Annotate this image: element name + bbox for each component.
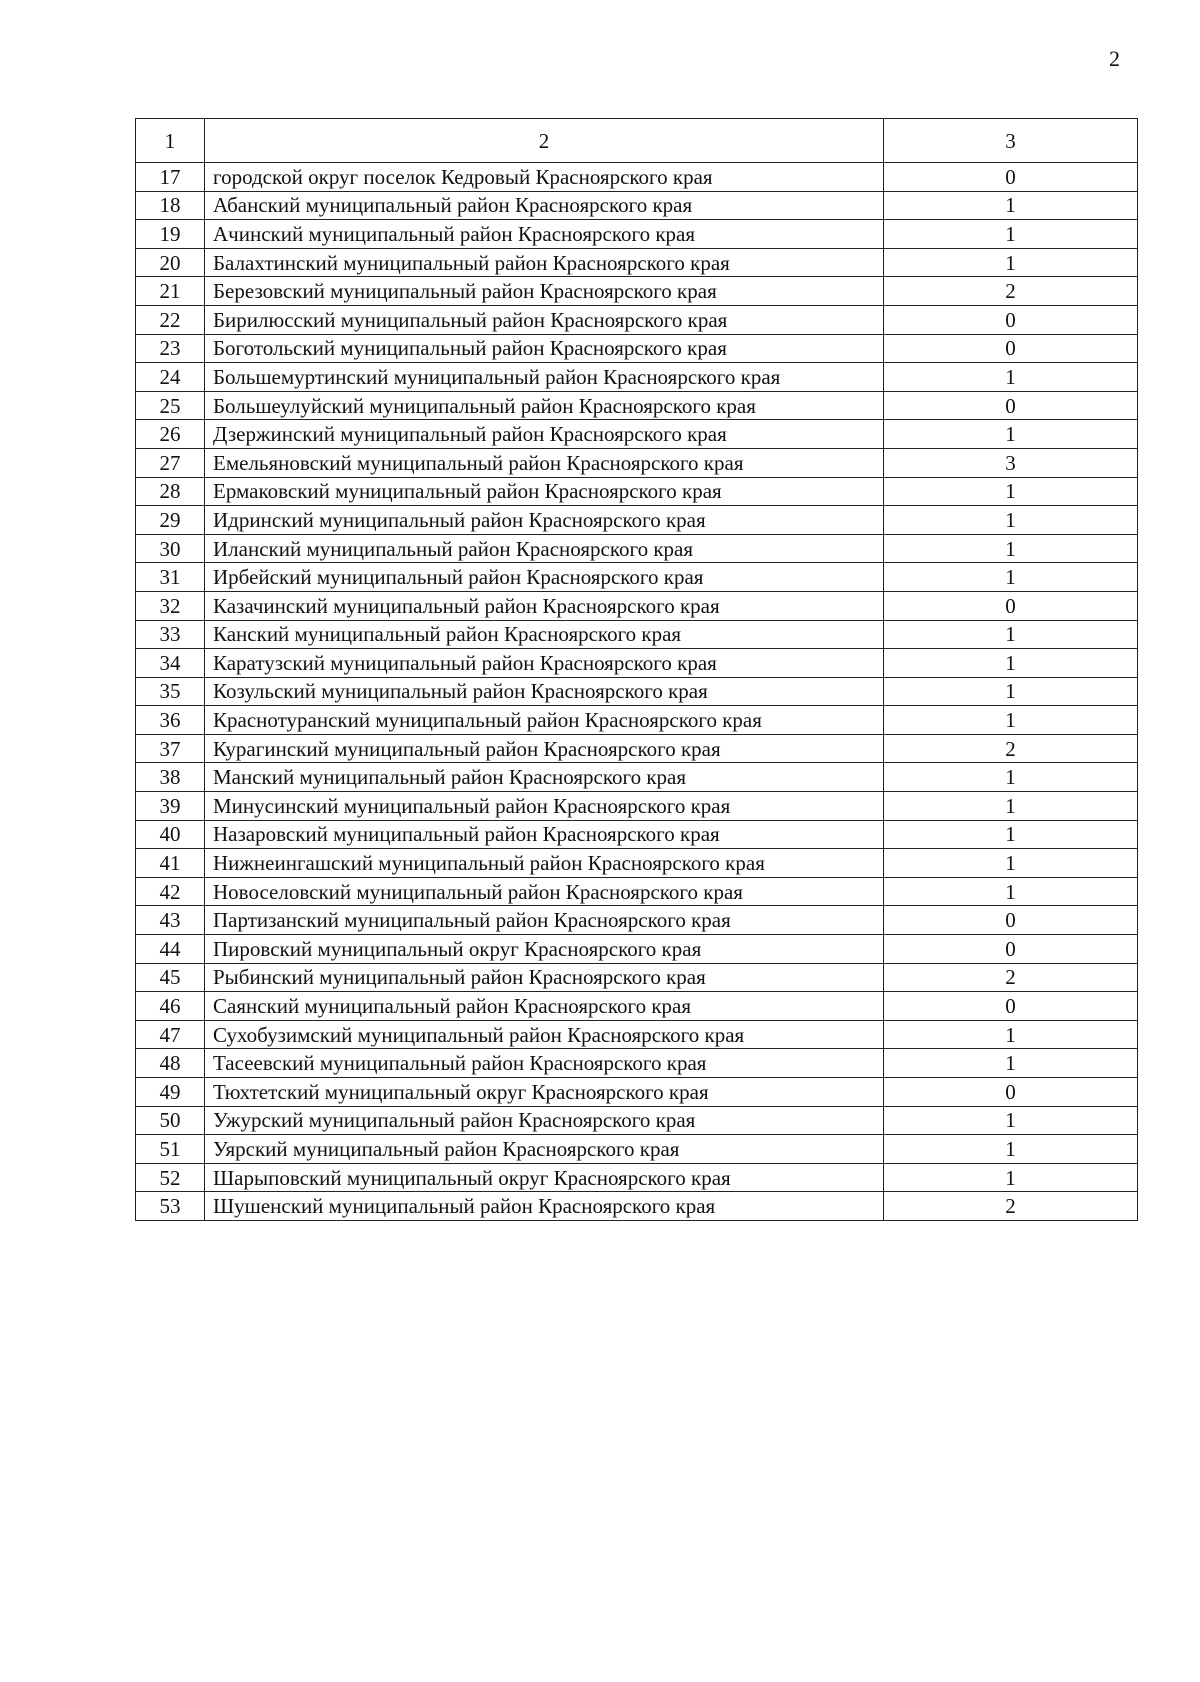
row-number-cell: 33 xyxy=(136,620,205,649)
row-number-cell: 17 xyxy=(136,163,205,192)
column-header-value: 3 xyxy=(884,119,1138,163)
value-cell: 1 xyxy=(884,534,1138,563)
value-cell: 1 xyxy=(884,420,1138,449)
municipality-name-cell: Новоселовский муниципальный район Красноярского края xyxy=(205,877,884,906)
row-number-cell: 48 xyxy=(136,1049,205,1078)
table-row xyxy=(136,849,1138,878)
table-row xyxy=(136,763,1138,792)
value-cell: 0 xyxy=(884,391,1138,420)
value-cell: 1 xyxy=(884,877,1138,906)
municipality-name-cell: Большемуртинский муниципальный район Красноярского края xyxy=(205,363,884,392)
row-number-cell: 28 xyxy=(136,477,205,506)
table-row xyxy=(136,906,1138,935)
row-number-cell: 24 xyxy=(136,363,205,392)
table-row xyxy=(136,220,1138,249)
municipality-name-cell: Назаровский муниципальный район Красноярского края xyxy=(205,820,884,849)
row-number-cell: 43 xyxy=(136,906,205,935)
value-cell: 0 xyxy=(884,334,1138,363)
value-cell: 1 xyxy=(884,191,1138,220)
value-cell: 2 xyxy=(884,734,1138,763)
value-cell: 1 xyxy=(884,706,1138,735)
table-row xyxy=(136,820,1138,849)
municipality-name-cell: Шарыповский муниципальный округ Красноярского края xyxy=(205,1163,884,1192)
value-cell: 1 xyxy=(884,506,1138,535)
value-cell: 0 xyxy=(884,591,1138,620)
table-row xyxy=(136,248,1138,277)
table-row xyxy=(136,992,1138,1021)
municipality-name-cell: Пировский муниципальный округ Красноярского края xyxy=(205,935,884,964)
municipality-name-cell: Ермаковский муниципальный район Красноярского края xyxy=(205,477,884,506)
value-cell: 0 xyxy=(884,163,1138,192)
table-row xyxy=(136,1078,1138,1107)
row-number-cell: 20 xyxy=(136,248,205,277)
municipality-name-cell: Рыбинский муниципальный район Красноярского края xyxy=(205,963,884,992)
column-header-name: 2 xyxy=(205,119,884,163)
municipality-name-cell: Минусинский муниципальный район Красноярского края xyxy=(205,792,884,821)
table-row xyxy=(136,477,1138,506)
table-row xyxy=(136,163,1138,192)
municipality-name-cell: Партизанский муниципальный район Красноярского края xyxy=(205,906,884,935)
table-row xyxy=(136,334,1138,363)
value-cell: 2 xyxy=(884,1192,1138,1221)
row-number-cell: 27 xyxy=(136,448,205,477)
municipality-name-cell: Боготольский муниципальный район Красноярского края xyxy=(205,334,884,363)
table-row xyxy=(136,1049,1138,1078)
row-number-cell: 30 xyxy=(136,534,205,563)
municipality-name-cell: Канский муниципальный район Красноярского края xyxy=(205,620,884,649)
municipality-name-cell: Сухобузимский муниципальный район Красноярского края xyxy=(205,1020,884,1049)
row-number-cell: 44 xyxy=(136,935,205,964)
value-cell: 1 xyxy=(884,792,1138,821)
table-row xyxy=(136,305,1138,334)
municipality-name-cell: Большеулуйский муниципальный район Красноярского края xyxy=(205,391,884,420)
column-header-number: 1 xyxy=(136,119,205,163)
row-number-cell: 38 xyxy=(136,763,205,792)
municipality-name-cell: Емельяновский муниципальный район Красноярского края xyxy=(205,448,884,477)
value-cell: 1 xyxy=(884,677,1138,706)
table-body xyxy=(136,119,1138,1221)
table-row xyxy=(136,391,1138,420)
municipality-name-cell: Иланский муниципальный район Красноярского края xyxy=(205,534,884,563)
row-number-cell: 45 xyxy=(136,963,205,992)
value-cell: 0 xyxy=(884,992,1138,1021)
municipality-name-cell: Березовский муниципальный район Красноярского края xyxy=(205,277,884,306)
table-row xyxy=(136,706,1138,735)
table-row xyxy=(136,191,1138,220)
row-number-cell: 40 xyxy=(136,820,205,849)
table-row xyxy=(136,277,1138,306)
municipality-name-cell: Дзержинский муниципальный район Красноярского края xyxy=(205,420,884,449)
municipality-name-cell: Казачинский муниципальный район Красноярского края xyxy=(205,591,884,620)
row-number-cell: 42 xyxy=(136,877,205,906)
row-number-cell: 21 xyxy=(136,277,205,306)
row-number-cell: 50 xyxy=(136,1106,205,1135)
municipality-name-cell: Каратузский муниципальный район Красноярского края xyxy=(205,649,884,678)
municipality-name-cell: Уярский муниципальный район Красноярского края xyxy=(205,1135,884,1164)
row-number-cell: 37 xyxy=(136,734,205,763)
table-row xyxy=(136,677,1138,706)
table-row xyxy=(136,1192,1138,1221)
municipality-name-cell: Саянский муниципальный район Красноярского края xyxy=(205,992,884,1021)
row-number-cell: 18 xyxy=(136,191,205,220)
value-cell: 2 xyxy=(884,963,1138,992)
municipality-name-cell: Тюхтетский муниципальный округ Красноярского края xyxy=(205,1078,884,1107)
value-cell: 1 xyxy=(884,477,1138,506)
table-row xyxy=(136,591,1138,620)
table-row xyxy=(136,620,1138,649)
municipality-name-cell: Козульский муниципальный район Красноярского края xyxy=(205,677,884,706)
value-cell: 1 xyxy=(884,248,1138,277)
municipality-name-cell: Балахтинский муниципальный район Красноярского края xyxy=(205,248,884,277)
table-row xyxy=(136,1135,1138,1164)
row-number-cell: 47 xyxy=(136,1020,205,1049)
row-number-cell: 34 xyxy=(136,649,205,678)
page-number: 2 xyxy=(1109,46,1120,71)
value-cell: 0 xyxy=(884,305,1138,334)
table-row xyxy=(136,563,1138,592)
row-number-cell: 39 xyxy=(136,792,205,821)
row-number-cell: 32 xyxy=(136,591,205,620)
value-cell: 1 xyxy=(884,820,1138,849)
municipality-name-cell: Ачинский муниципальный район Красноярского края xyxy=(205,220,884,249)
row-number-cell: 25 xyxy=(136,391,205,420)
table-row xyxy=(136,420,1138,449)
table-row xyxy=(136,448,1138,477)
value-cell: 3 xyxy=(884,448,1138,477)
value-cell: 1 xyxy=(884,763,1138,792)
table-row xyxy=(136,792,1138,821)
table-row xyxy=(136,1163,1138,1192)
row-number-cell: 49 xyxy=(136,1078,205,1107)
value-cell: 1 xyxy=(884,1135,1138,1164)
row-number-cell: 19 xyxy=(136,220,205,249)
municipality-name-cell: городской округ поселок Кедровый Красноярского края xyxy=(205,163,884,192)
municipality-table xyxy=(135,118,1138,1221)
row-number-cell: 46 xyxy=(136,992,205,1021)
municipality-name-cell: Бирилюсский муниципальный район Красноярского края xyxy=(205,305,884,334)
municipality-name-cell: Тасеевский муниципальный район Красноярского края xyxy=(205,1049,884,1078)
value-cell: 1 xyxy=(884,1106,1138,1135)
row-number-cell: 26 xyxy=(136,420,205,449)
table-row xyxy=(136,363,1138,392)
municipality-name-cell: Ирбейский муниципальный район Красноярского края xyxy=(205,563,884,592)
value-cell: 2 xyxy=(884,277,1138,306)
municipality-name-cell: Ужурский муниципальный район Красноярского края xyxy=(205,1106,884,1135)
row-number-cell: 53 xyxy=(136,1192,205,1221)
municipality-name-cell: Абанский муниципальный район Красноярского края xyxy=(205,191,884,220)
row-number-cell: 35 xyxy=(136,677,205,706)
table-row xyxy=(136,877,1138,906)
municipality-name-cell: Идринский муниципальный район Красноярского края xyxy=(205,506,884,535)
table-row xyxy=(136,534,1138,563)
value-cell: 1 xyxy=(884,220,1138,249)
row-number-cell: 51 xyxy=(136,1135,205,1164)
value-cell: 0 xyxy=(884,935,1138,964)
value-cell: 1 xyxy=(884,1163,1138,1192)
row-number-cell: 52 xyxy=(136,1163,205,1192)
value-cell: 0 xyxy=(884,1078,1138,1107)
value-cell: 1 xyxy=(884,1049,1138,1078)
table-row xyxy=(136,1106,1138,1135)
table-header-row xyxy=(136,119,1138,163)
table-row xyxy=(136,1020,1138,1049)
row-number-cell: 22 xyxy=(136,305,205,334)
row-number-cell: 41 xyxy=(136,849,205,878)
table-row xyxy=(136,649,1138,678)
table-row xyxy=(136,506,1138,535)
row-number-cell: 36 xyxy=(136,706,205,735)
table-row xyxy=(136,963,1138,992)
value-cell: 1 xyxy=(884,563,1138,592)
value-cell: 0 xyxy=(884,906,1138,935)
value-cell: 1 xyxy=(884,849,1138,878)
row-number-cell: 31 xyxy=(136,563,205,592)
row-number-cell: 29 xyxy=(136,506,205,535)
table-row xyxy=(136,935,1138,964)
municipality-name-cell: Шушенский муниципальный район Красноярского края xyxy=(205,1192,884,1221)
value-cell: 1 xyxy=(884,620,1138,649)
table-row xyxy=(136,734,1138,763)
municipality-name-cell: Нижнеингашский муниципальный район Красноярского края xyxy=(205,849,884,878)
municipality-name-cell: Манский муниципальный район Красноярского края xyxy=(205,763,884,792)
value-cell: 1 xyxy=(884,1020,1138,1049)
value-cell: 1 xyxy=(884,649,1138,678)
row-number-cell: 23 xyxy=(136,334,205,363)
municipality-name-cell: Курагинский муниципальный район Красноярского края xyxy=(205,734,884,763)
municipality-name-cell: Краснотуранский муниципальный район Красноярского края xyxy=(205,706,884,735)
value-cell: 1 xyxy=(884,363,1138,392)
